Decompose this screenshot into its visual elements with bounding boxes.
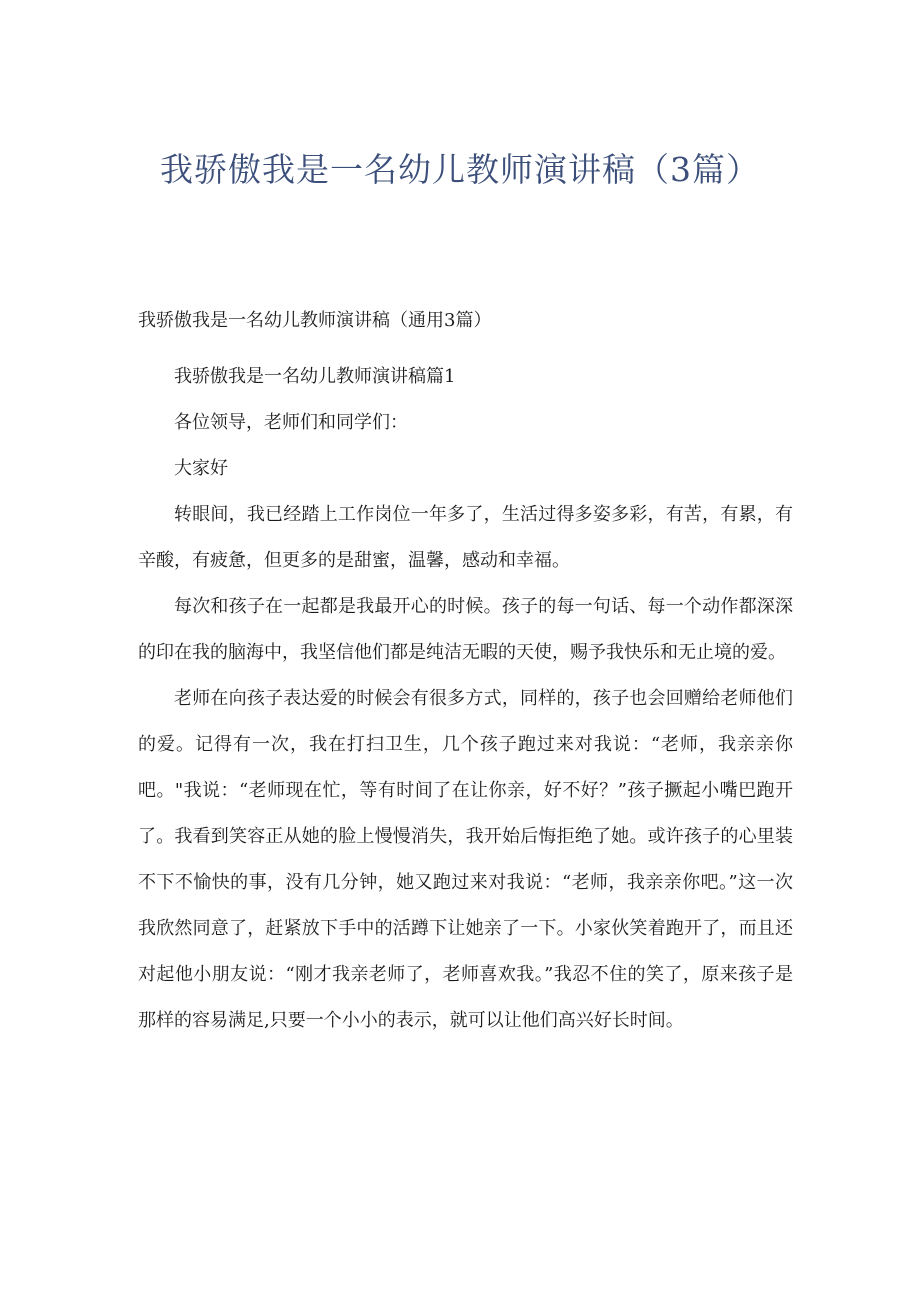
document-subtitle: 我骄傲我是一名幼儿教师演讲稿（通用3篇） (138, 310, 492, 331)
document-title: 我骄傲我是一名幼儿教师演讲稿（3篇） (160, 150, 760, 189)
greeting: 大家好 (174, 458, 228, 479)
body-paragraph: 每次和孩子在一起都是我最开心的时候。孩子的每一句话、每一个动作都深深的印在我的脑海中，我坚信他们都是纯洁无暇的天使，赐予我快乐和无止境的爱。 (138, 596, 793, 663)
section-heading: 我骄傲我是一名幼儿教师演讲稿篇1 (174, 366, 456, 387)
body-paragraph: 老师在向孩子表达爱的时候会有很多方式，同样的，孩子也会回赠给老师他们的爱。记得有一次，我在打扫卫生，几个孩子跑过来对我说：“老师，我亲亲你吧。"我说：“老师现在忙，等有时间了在让你亲，好不好？”孩子撅起小嘴巴跑开了。我看到笑容正从她的脸上慢慢消失，我开始后悔拒绝了她。或许孩子的心里装不下不愉快的事，没有几分钟，她又跑过来对我说：“老师，我亲亲你吧。”这一次我欣然同意了，赶紧放下手中的活蹲下让她亲了一下。小家伙笑着跑开了，而且还对起他小朋友说：“刚才我亲老师了，老师喜欢我。”我忍不住的笑了，原来孩子是那样的容易满足,只要一个小小的表示，就可以让他们高兴好长时间。 (138, 688, 793, 1031)
document-body (138, 354, 793, 1044)
salutation: 各位领导，老师们和同学们： (174, 412, 408, 433)
body-paragraph: 转眼间，我已经踏上工作岗位一年多了，生活过得多姿多彩，有苦，有累，有辛酸，有疲惫，但更多的是甜蜜，温馨，感动和幸福。 (138, 504, 793, 571)
